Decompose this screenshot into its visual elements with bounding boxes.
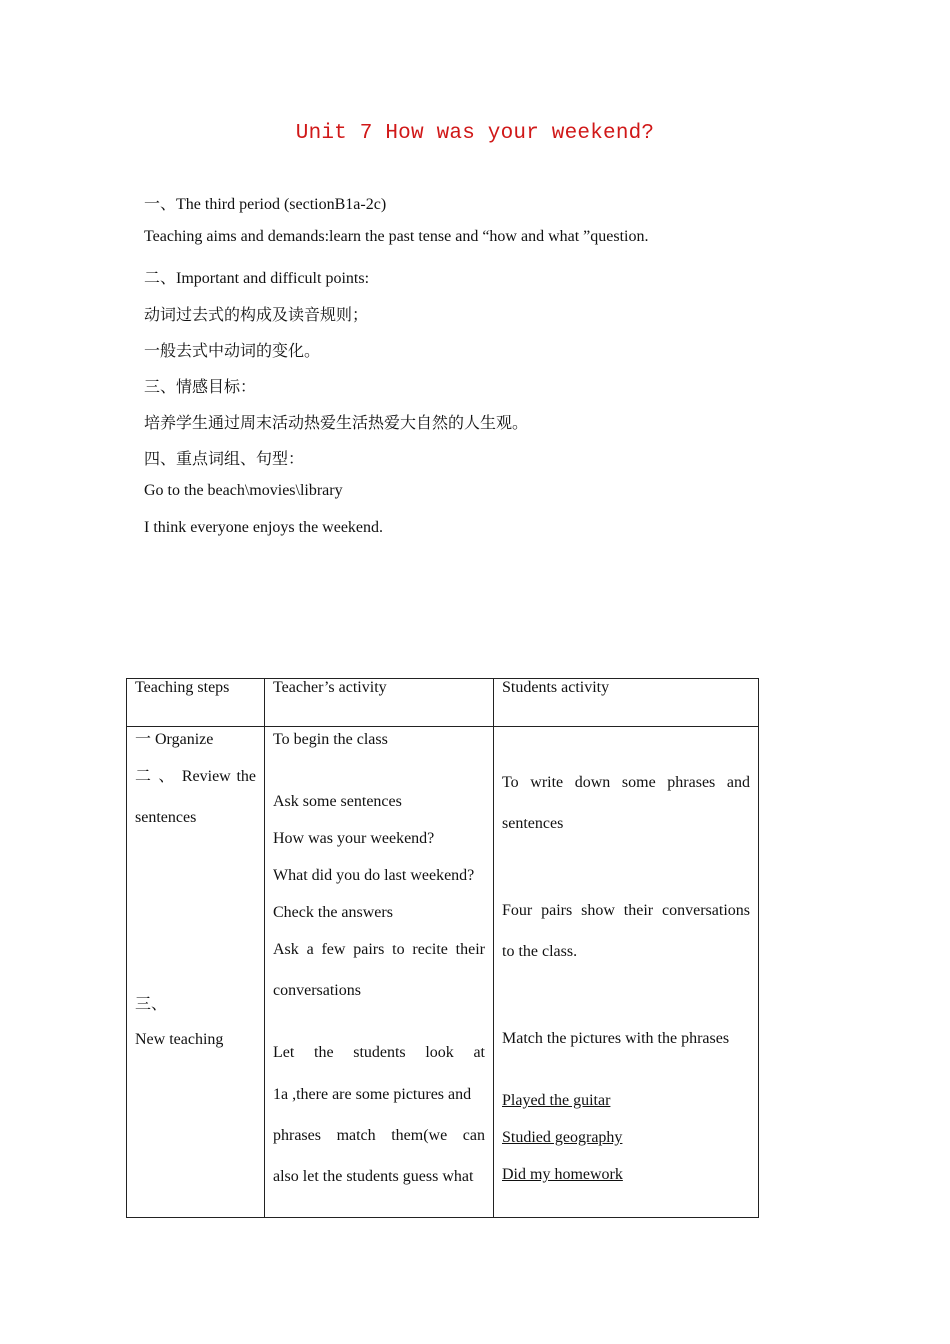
teacher-line: 1a ,there are some pictures and: [273, 1086, 472, 1103]
header-students-activity: Students activity: [494, 679, 759, 727]
student-line: To write down some phrases and: [502, 774, 750, 791]
key-point-2: 一般去式中动词的变化。: [144, 343, 321, 360]
section-two-heading: 二、Important and difficult points:: [144, 270, 370, 287]
table-header-row: [127, 679, 759, 727]
section-three-heading: 三、情感目标：: [144, 379, 257, 396]
teacher-line: Let the students look at: [273, 1044, 485, 1061]
student-line: to the class.: [502, 943, 578, 960]
teacher-line: Ask some sentences: [273, 793, 402, 810]
emotion-goal: 培养学生通过周末活动热爱生活热爱大自然的人生观。: [144, 415, 529, 432]
teacher-line: Ask a few pairs to recite their: [273, 941, 485, 958]
teacher-cell: [265, 727, 494, 1218]
header-teaching-steps: Teaching steps: [127, 679, 265, 727]
phrase-played-guitar: Played the guitar: [502, 1092, 611, 1109]
key-point-1: 动词过去式的构成及读音规则；: [144, 307, 369, 324]
teacher-line: To begin the class: [273, 731, 388, 748]
phrase-did-homework: Did my homework: [502, 1166, 623, 1183]
phrase-studied-geography: Studied geography: [502, 1129, 623, 1146]
step-review: 二 、 Review the: [135, 768, 256, 785]
step-three-label: 三、: [135, 996, 168, 1013]
teacher-line: What did you do last weekend?: [273, 867, 475, 884]
student-line: Four pairs show their conversations: [502, 902, 750, 919]
key-sentence: I think everyone enjoys the weekend.: [144, 519, 384, 536]
section-four-heading: 四、重点词组、句型：: [144, 451, 305, 468]
step-organize: 一 Organize: [135, 731, 214, 748]
teaching-aims: Teaching aims and demands:learn the past tense and “how and what ”question.: [144, 228, 649, 245]
step-new-teaching: New teaching: [135, 1031, 224, 1048]
teacher-line: Check the answers: [273, 904, 393, 921]
teacher-line: How was your weekend?: [273, 830, 435, 847]
header-teacher-activity: Teacher’s activity: [265, 679, 494, 727]
table-row: [127, 727, 759, 1218]
teacher-line: conversations: [273, 982, 361, 999]
students-cell: [494, 727, 759, 1218]
teacher-line: also let the students guess what: [273, 1168, 474, 1185]
section-one-heading: 一、The third period (sectionB1a-2c): [144, 196, 387, 213]
steps-cell: [127, 727, 265, 1218]
student-line: Match the pictures with the phrases: [502, 1030, 730, 1047]
step-review-cont: sentences: [135, 809, 197, 826]
teacher-line: phrases match them(we can: [273, 1127, 485, 1144]
teaching-plan-table: [126, 678, 759, 1218]
page-title: Unit 7 How was your weekend?: [295, 122, 655, 145]
key-phrase: Go to the beach\movies\library: [144, 482, 343, 499]
student-line: sentences: [502, 815, 564, 832]
